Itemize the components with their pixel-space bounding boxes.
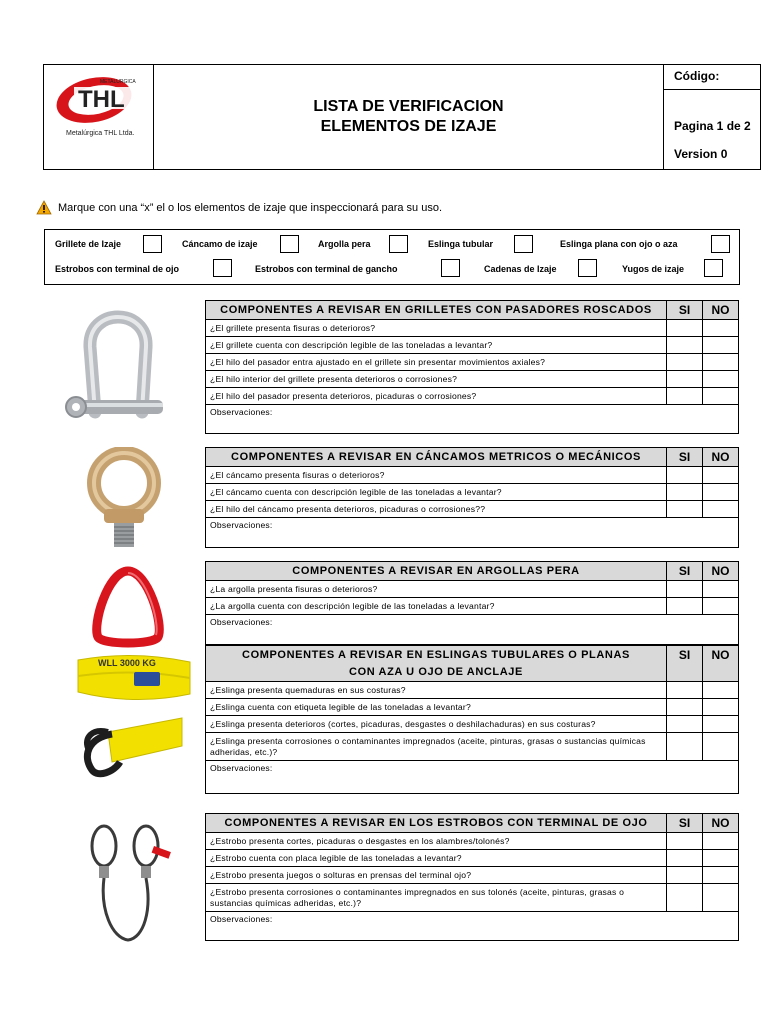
no-cell[interactable]	[703, 501, 739, 518]
opt-cancamo-label: Cáncamo de izaje	[182, 239, 258, 249]
question: ¿La argolla cuenta con descripción legible de las toneladas a levantar?	[206, 598, 667, 615]
section-title: COMPONENTES A REVISAR EN CÁNCAMOS METRICOS O MECÁNICOS	[206, 448, 667, 467]
question: ¿El cáncamo presenta fisuras o deterioros?	[206, 467, 667, 484]
no-header: NO	[703, 562, 739, 581]
company-logo	[44, 65, 152, 165]
si-cell[interactable]	[667, 850, 703, 867]
flat-sling-image	[78, 712, 186, 780]
si-cell[interactable]	[667, 682, 703, 699]
eyebolts-table	[205, 447, 739, 548]
no-cell[interactable]	[703, 733, 739, 761]
element-selection	[44, 229, 740, 285]
no-cell[interactable]	[703, 581, 739, 598]
svg-text:Metalúrgica THL Ltda.: Metalúrgica THL Ltda.	[66, 130, 135, 137]
si-header: SI	[667, 562, 703, 581]
no-cell[interactable]	[703, 354, 739, 371]
pear-ring-image	[88, 565, 168, 649]
title-line-1: LISTA DE VERIFICACION	[313, 98, 504, 115]
observations-field[interactable]: Observaciones:	[206, 912, 739, 941]
shackles-table	[205, 300, 739, 434]
document-header	[43, 64, 761, 170]
opt-cancamo-checkbox[interactable]	[280, 235, 299, 253]
svg-text:THL: THL	[78, 86, 125, 113]
section-title: COMPONENTES A REVISAR EN LOS ESTROBOS CON TERMINAL DE OJO	[206, 814, 667, 833]
si-cell[interactable]	[667, 733, 703, 761]
section-title: COMPONENTES A REVISAR EN ARGOLLAS PERA	[206, 562, 667, 581]
si-cell[interactable]	[667, 467, 703, 484]
opt-grillete-label: Grillete de Izaje	[55, 239, 122, 249]
observations-field[interactable]: Observaciones:	[206, 615, 739, 645]
wire-rope-image	[82, 820, 182, 945]
observations-field[interactable]: Observaciones:	[206, 761, 739, 794]
opt-estrobo-gancho-label: Estrobos con terminal de gancho	[255, 264, 398, 274]
si-cell[interactable]	[667, 501, 703, 518]
wire-ropes-table	[205, 813, 739, 941]
no-cell[interactable]	[703, 699, 739, 716]
no-header: NO	[703, 448, 739, 467]
section-title: COMPONENTES A REVISAR EN GRILLETES CON PASADORES ROSCADOS	[206, 301, 667, 320]
warning-icon	[36, 200, 52, 215]
instruction-text: Marque con una “x” el o los elementos de izaje que inspeccionará para su uso.	[58, 201, 443, 214]
question: ¿Estrobo presenta juegos o solturas en prensas del terminal ojo?	[206, 867, 667, 884]
observations-field[interactable]: Observaciones:	[206, 518, 739, 548]
no-header: NO	[703, 301, 739, 320]
section-title: COMPONENTES A REVISAR EN ESLINGAS TUBULARES O PLANAS CON AZA U OJO DE ANCLAJE	[206, 646, 667, 682]
si-cell[interactable]	[667, 716, 703, 733]
si-cell[interactable]	[667, 388, 703, 405]
opt-estrobo-ojo-label: Estrobos con terminal de ojo	[55, 264, 180, 274]
si-header: SI	[667, 814, 703, 833]
si-cell[interactable]	[667, 598, 703, 615]
code-label: Código:	[674, 69, 720, 83]
question: ¿Eslinga presenta corrosiones o contaminantes impregnados (aceite, pinturas, grasas o sustancias químicas adheridas, etc.)?	[206, 733, 667, 761]
question: ¿Estrobo presenta cortes, picaduras o desgastes en los alambres/tolonés?	[206, 833, 667, 850]
si-cell[interactable]	[667, 484, 703, 501]
version: Version 0	[674, 147, 728, 161]
si-cell[interactable]	[667, 884, 703, 912]
si-cell[interactable]	[667, 581, 703, 598]
logo-cell	[44, 65, 154, 169]
no-cell[interactable]	[703, 320, 739, 337]
si-cell[interactable]	[667, 867, 703, 884]
opt-eslinga-plana-checkbox[interactable]	[711, 235, 730, 253]
si-cell[interactable]	[667, 371, 703, 388]
si-cell[interactable]	[667, 320, 703, 337]
title-line-2: ELEMENTOS DE IZAJE	[320, 118, 497, 135]
opt-eslinga-tubular-checkbox[interactable]	[514, 235, 533, 253]
question: ¿La argolla presenta fisuras o deterioros?	[206, 581, 667, 598]
question: ¿El grillete presenta fisuras o deterioros?	[206, 320, 667, 337]
no-cell[interactable]	[703, 371, 739, 388]
si-cell[interactable]	[667, 354, 703, 371]
opt-argolla-label: Argolla pera	[318, 239, 371, 249]
pear-rings-table	[205, 561, 739, 645]
svg-text:METALURGICA: METALURGICA	[100, 79, 136, 85]
no-cell[interactable]	[703, 833, 739, 850]
shackle-image	[60, 302, 170, 432]
si-header: SI	[667, 301, 703, 320]
si-cell[interactable]	[667, 699, 703, 716]
opt-cadenas-checkbox[interactable]	[578, 259, 597, 277]
no-cell[interactable]	[703, 682, 739, 699]
no-cell[interactable]	[703, 850, 739, 867]
question: ¿El hilo del pasador entra ajustado en el grillete sin presentar movimientos axiales?	[206, 354, 667, 371]
question: ¿Eslinga presenta quemaduras en sus costuras?	[206, 682, 667, 699]
opt-argolla-checkbox[interactable]	[389, 235, 408, 253]
no-header: NO	[703, 814, 739, 833]
slings-table	[205, 645, 739, 794]
opt-grillete-checkbox[interactable]	[143, 235, 162, 253]
opt-estrobo-ojo-checkbox[interactable]	[213, 259, 232, 277]
si-header: SI	[667, 646, 703, 682]
question: ¿Eslinga cuenta con etiqueta legible de las toneladas a levantar?	[206, 699, 667, 716]
eyebolt-image	[78, 447, 170, 551]
no-cell[interactable]	[703, 337, 739, 354]
no-cell[interactable]	[703, 716, 739, 733]
question: ¿El hilo interior del grillete presenta deterioros o corrosiones?	[206, 371, 667, 388]
question: ¿El hilo del pasador presenta deterioros, picaduras o corrosiones?	[206, 388, 667, 405]
no-cell[interactable]	[703, 598, 739, 615]
no-cell[interactable]	[703, 388, 739, 405]
document-meta	[664, 65, 760, 169]
no-cell[interactable]	[703, 867, 739, 884]
si-cell[interactable]	[667, 833, 703, 850]
opt-yugos-checkbox[interactable]	[704, 259, 723, 277]
opt-eslinga-tubular-label: Eslinga tubular	[428, 239, 494, 249]
document-title	[154, 65, 664, 169]
opt-yugos-label: Yugos de izaje	[622, 264, 685, 274]
no-cell[interactable]	[703, 484, 739, 501]
no-header: NO	[703, 646, 739, 682]
opt-eslinga-plana-label: Eslinga plana con ojo o aza	[560, 239, 678, 249]
observations-field[interactable]: Observaciones:	[206, 405, 739, 434]
instruction	[36, 200, 442, 215]
si-header: SI	[667, 448, 703, 467]
question: ¿Eslinga presenta deterioros (cortes, picaduras, desgastes o deshilachaduras) en sus costuras?	[206, 716, 667, 733]
si-cell[interactable]	[667, 337, 703, 354]
question: ¿Estrobo cuenta con placa legible de las toneladas a levantar?	[206, 850, 667, 867]
question: ¿Estrobo presenta corrosiones o contaminantes impregnados en sus tolonés (aceite, pinturas, grasas o sustancias químicas adheridas, etc.)?	[206, 884, 667, 912]
tubular-sling-image	[74, 650, 194, 708]
page-number: Pagina 1 de 2	[674, 119, 751, 133]
question: ¿El grillete cuenta con descripción legible de las toneladas a levantar?	[206, 337, 667, 354]
no-cell[interactable]	[703, 884, 739, 912]
question: ¿El hilo del cáncamo presenta deterioros, picaduras o corrosiones??	[206, 501, 667, 518]
opt-cadenas-label: Cadenas de Izaje	[484, 264, 557, 274]
svg-text:WLL 3000 KG: WLL 3000 KG	[98, 658, 156, 668]
opt-estrobo-gancho-checkbox[interactable]	[441, 259, 460, 277]
question: ¿El cáncamo cuenta con descripción legible de las toneladas a levantar?	[206, 484, 667, 501]
no-cell[interactable]	[703, 467, 739, 484]
